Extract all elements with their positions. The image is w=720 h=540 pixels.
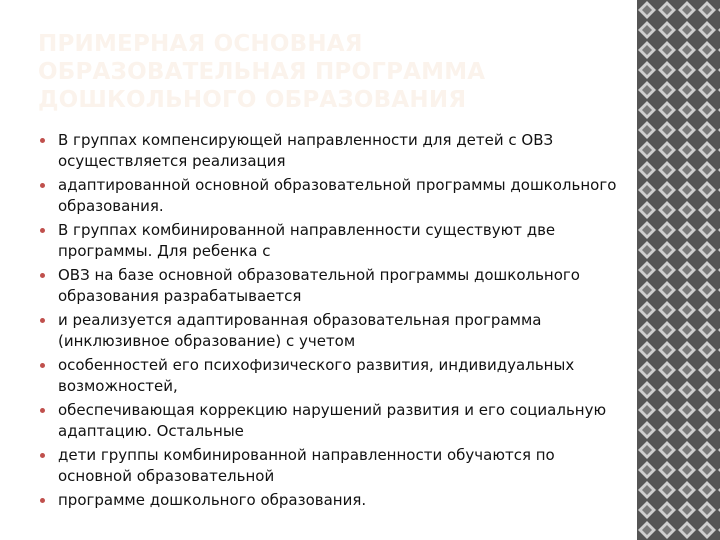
bullet-text: ОВЗ на базе основной образовательной программы дошкольного образования разрабатывается (58, 266, 580, 305)
bullet-dot-icon (40, 318, 45, 323)
title-line: ПРИМЕРНАЯ ОСНОВНАЯ (38, 31, 363, 57)
title-line: ДОШКОЛЬНОГО ОБРАЗОВАНИЯ (38, 87, 467, 113)
bullet-dot-icon (40, 363, 45, 368)
bullet-text: особенностей его психофизического развития, индивидуальных возможностей, (58, 356, 575, 395)
bullet-text: программе дошкольного образования. (58, 491, 367, 509)
bullet-item (38, 310, 618, 352)
bullet-text: В группах комбинированной направленности существуют две программы. Для ребенка с (58, 221, 556, 260)
bullet-list (38, 130, 618, 514)
diamond-pattern (637, 0, 720, 540)
bullet-item (38, 355, 618, 397)
bullet-item (38, 220, 618, 262)
bullet-dot-icon (40, 138, 45, 143)
bullet-text: адаптированной основной образовательной программы дошкольного образования. (58, 176, 617, 215)
bullet-dot-icon (40, 273, 45, 278)
bullet-text: В группах компенсирующей направленности для детей с ОВЗ осуществляется реализация (58, 131, 554, 170)
bullet-text: обеспечивающая коррекцию нарушений развития и его социальную адаптацию. Остальные (58, 401, 607, 440)
bullet-dot-icon (40, 183, 45, 188)
bullet-dot-icon (40, 228, 45, 233)
bullet-dot-icon (40, 408, 45, 413)
bullet-text: и реализуется адаптированная образовательная программа (инклюзивное образование) с учетом (58, 311, 542, 350)
bullet-item (38, 265, 618, 307)
bullet-item (38, 490, 618, 511)
diamond-pattern-panel (637, 0, 720, 540)
title-line: ОБРАЗОВАТЕЛЬНАЯ ПРОГРАММА (38, 59, 486, 85)
bullet-text: дети группы комбинированной направленности обучаются по основной образовательной (58, 446, 555, 485)
slide-title (38, 30, 618, 114)
bullet-dot-icon (40, 453, 45, 458)
bullet-item (38, 175, 618, 217)
bullet-item (38, 400, 618, 442)
bullet-item (38, 130, 618, 172)
bullet-dot-icon (40, 498, 45, 503)
bullet-item (38, 445, 618, 487)
